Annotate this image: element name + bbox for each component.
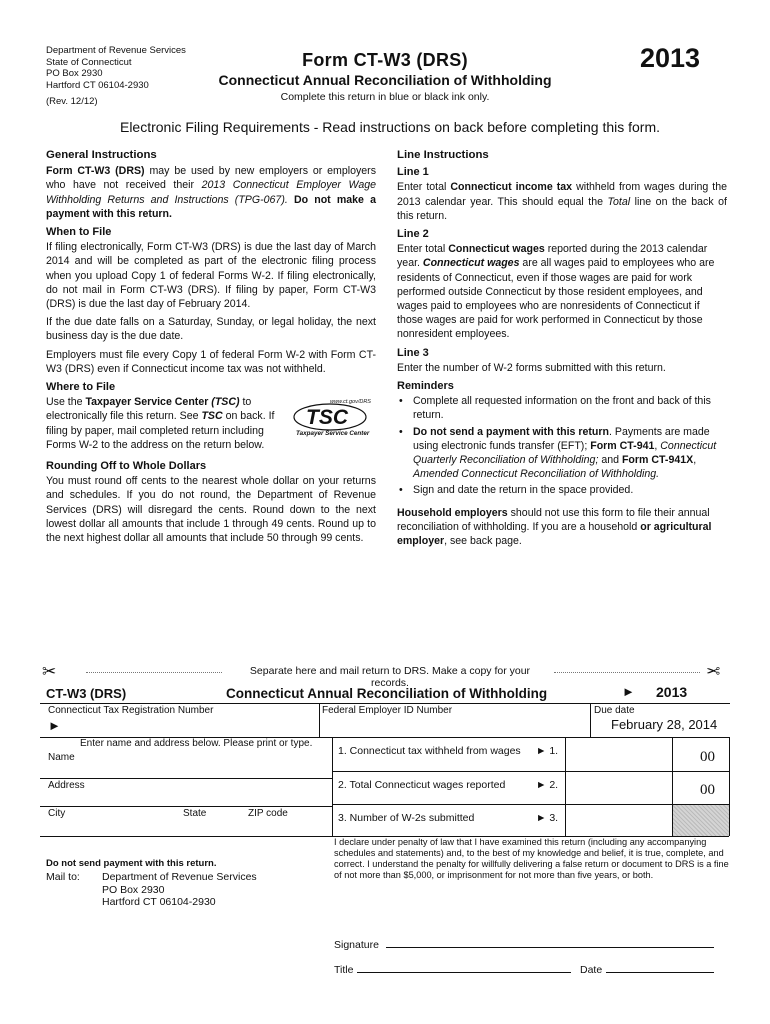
- arrow-right-icon: ►: [48, 718, 61, 733]
- reminder-item: • Sign and date the return in the space provided.: [397, 483, 727, 497]
- declaration-text: I declare under penalty of law that I have examined this return (including any accompanying schedules and statements) and, to the best of my knowledge and belief, it is true, complete, and correct. I understand the penalty for willfully delivering a false return or document to DRS is a fine of not more than $5,000, or imprisonment for not more than five years, or both.: [334, 837, 729, 880]
- registration-label: Connecticut Tax Registration Number: [48, 705, 214, 716]
- rounding-heading: Rounding Off to Whole Dollars: [46, 460, 207, 473]
- form-subtitle: Connecticut Annual Reconciliation of Withholding: [218, 72, 552, 88]
- due-date-label: Due date: [594, 705, 635, 716]
- reminders-heading: Reminders: [397, 380, 454, 393]
- where-row: [46, 395, 376, 456]
- line3-label: 3. Number of W-2s submitted: [338, 812, 475, 824]
- line1-cents: 00: [700, 749, 715, 765]
- rule: [319, 704, 320, 737]
- when-paragraph: If the due date falls on a Saturday, Sunday, or legal holiday, the next business day is the due date.: [46, 316, 376, 343]
- line3-arrow: ► 3.: [536, 812, 559, 824]
- tsc-caption: Taxpayer Service Center: [296, 430, 370, 438]
- rule: [332, 804, 729, 805]
- reminder-item: • Complete all requested information on the front and back of this return.: [397, 394, 727, 422]
- mail-address-line: Department of Revenue Services: [102, 871, 257, 883]
- where-paragraph: Use the Taxpayer Service Center (TSC) to electronically file this return. See TSC on back. If filing by paper, mail completed return including Forms W-2 to the address on the return below.: [46, 396, 275, 451]
- date-field[interactable]: [606, 961, 714, 973]
- arrow-right-icon: ►: [622, 684, 635, 699]
- form-title: Form CT-W3 (DRS): [302, 50, 468, 70]
- rule: [332, 737, 333, 836]
- rule: [565, 737, 566, 836]
- rule: [40, 778, 332, 779]
- line2-heading: Line 2: [397, 228, 429, 241]
- line2-arrow: ► 2.: [536, 779, 559, 791]
- agency-line: PO Box 2930: [46, 68, 103, 79]
- reminders-list: [397, 394, 727, 497]
- line2-dollars-input[interactable]: [567, 773, 670, 802]
- reminder-item: • Do not send a payment with this return. Payments are made using electronic funds transfer (EFT); Form CT-941, Connecticut Quarterly Reconciliation of Withholding; and Form CT-941X, Amended Connecticut Reconciliation of Withholding.: [397, 425, 727, 482]
- mail-address-line: Hartford CT 06104-2930: [102, 896, 216, 908]
- dotted-rule: [554, 672, 700, 673]
- general-paragraph: Form CT-W3 (DRS) may be used by new employers or employers who have not received their 2013 Connecticut Employer Wage Withholding Returns and Instructions (TPG-067). Do not make a payment with this return.: [46, 165, 377, 220]
- when-paragraph: If filing electronically, Form CT-W3 (DRS) is due the last day of March 2014 and will be completed as part of the electronic filing process when you upload Copy 1 of federal Forms W-2. If filing electronically, do not mail in Form CT-W3 (DRS). If filing by paper, Form CT-W3 (DRS) is due the last day of February 2014.: [46, 241, 376, 311]
- line1-dollars-input[interactable]: [567, 740, 670, 769]
- state-field[interactable]: [183, 818, 238, 833]
- address-label: Address: [48, 780, 85, 791]
- general-instructions: [46, 148, 376, 549]
- rounding-paragraph: You must round off cents to the nearest whole dollar on your returns and schedules. If you do not round, the Department of Revenue Services (DRS) will disregard the cents. Round down to the next lowest dollar all amounts that include 1 through 49 cents. Round up to the next highest dollar all amounts that include 50 through 99 cents.: [46, 475, 376, 545]
- rule: [332, 771, 729, 772]
- address-field[interactable]: [48, 790, 328, 805]
- city-label: City: [48, 808, 66, 819]
- zip-label: ZIP code: [248, 808, 288, 819]
- line3-heading: Line 3: [397, 346, 429, 359]
- return-form-id: CT-W3 (DRS): [46, 686, 127, 701]
- fein-label: Federal Employer ID Number: [322, 705, 453, 716]
- date-label: Date: [580, 964, 603, 976]
- rule: [590, 704, 591, 737]
- name-field[interactable]: [48, 762, 328, 777]
- agency-line: Department of Revenue Services: [46, 45, 186, 56]
- mail-address-line: PO Box 2930: [102, 883, 165, 896]
- household-paragraph: Household employers should not use this form to file their annual reconciliation of withholding. If you are a household or agricultural employer, see back page.: [397, 506, 712, 548]
- scissors-icon: ✂: [706, 662, 721, 681]
- return-form-title: Connecticut Annual Reconciliation of Withholding: [226, 686, 548, 701]
- rule: [729, 737, 730, 836]
- line1-paragraph: Enter total Connecticut income tax withheld from wages during the 2013 calendar year. This should equal the Total line on the back of this return.: [397, 181, 727, 222]
- signature-label: Signature: [334, 939, 379, 951]
- rule: [40, 836, 332, 837]
- line2-paragraph: Enter total Connecticut wages reported during the 2013 calendar year. Connecticut wages are all wages paid to employees who are residents of Connecticut, even if those wages are paid for work performed outside Connecticut by those resident employees, and wages paid to employees who are nonresidents of Connecticut if those wages are paid for work performed in Connecticut by those nonresident employees.: [397, 243, 715, 341]
- general-heading: General Instructions: [46, 149, 157, 161]
- line3-paragraph: Enter the number of W-2 forms submitted with this return.: [397, 361, 666, 374]
- mail-to-label: Mail to:: [46, 871, 80, 883]
- city-field[interactable]: [48, 818, 168, 833]
- signature-field[interactable]: [386, 936, 714, 948]
- line-instructions-heading: Line Instructions: [397, 149, 489, 161]
- state-label: State: [183, 808, 207, 819]
- line1-label: 1. Connecticut tax withheld from wages: [338, 745, 521, 757]
- scissors-icon: ✂: [42, 662, 57, 681]
- line1-heading: Line 1: [397, 166, 429, 179]
- due-date-value: February 28, 2014: [611, 717, 718, 732]
- line3-count-input[interactable]: [567, 806, 670, 835]
- line-instructions: [397, 148, 727, 552]
- tsc-url: www.ct.gov/DRS: [330, 399, 371, 406]
- line2-cents: 00: [700, 782, 715, 798]
- agency-line: Hartford CT 06104-2930: [46, 79, 149, 91]
- mail-address: [102, 871, 257, 909]
- line1-arrow: ► 1.: [536, 745, 559, 757]
- when-paragraph: Employers must file every Copy 1 of federal Form W-2 with Form CT-W3 (DRS) even if Connecticut income tax was not withheld.: [46, 348, 376, 375]
- name-label: Name: [48, 752, 75, 763]
- when-heading: When to File: [46, 226, 112, 239]
- address-note: Enter name and address below. Please print or type.: [80, 738, 313, 749]
- rule: [40, 703, 730, 704]
- agency-block: [46, 45, 186, 108]
- return-form-year: 2013: [656, 684, 688, 700]
- cut-line: [40, 662, 730, 689]
- shaded-cell: [673, 805, 729, 836]
- rule: [40, 806, 332, 807]
- revision-date: (Rev. 12/12): [46, 96, 98, 107]
- tsc-logo[interactable]: [290, 395, 376, 439]
- fein-field[interactable]: [322, 716, 584, 734]
- agency-line: State of Connecticut: [46, 56, 132, 68]
- cut-line-text: Separate here and mail return to DRS. Make a copy for your records.: [230, 665, 550, 689]
- efile-banner: Electronic Filing Requirements - Read instructions on back before completing this form.: [119, 119, 661, 135]
- zip-field[interactable]: [248, 818, 328, 833]
- line2-label: 2. Total Connecticut wages reported: [338, 779, 506, 791]
- where-heading: Where to File: [46, 381, 116, 394]
- ink-note: Complete this return in blue or black ink only.: [280, 91, 490, 103]
- dotted-rule: [86, 672, 222, 673]
- tax-year: 2013: [640, 43, 701, 73]
- title-field[interactable]: [357, 961, 571, 973]
- registration-number-field[interactable]: [66, 716, 316, 734]
- tsc-letters: TSC: [306, 406, 348, 430]
- title-label: Title: [334, 964, 354, 976]
- no-payment-note: Do not send payment with this return.: [46, 858, 217, 869]
